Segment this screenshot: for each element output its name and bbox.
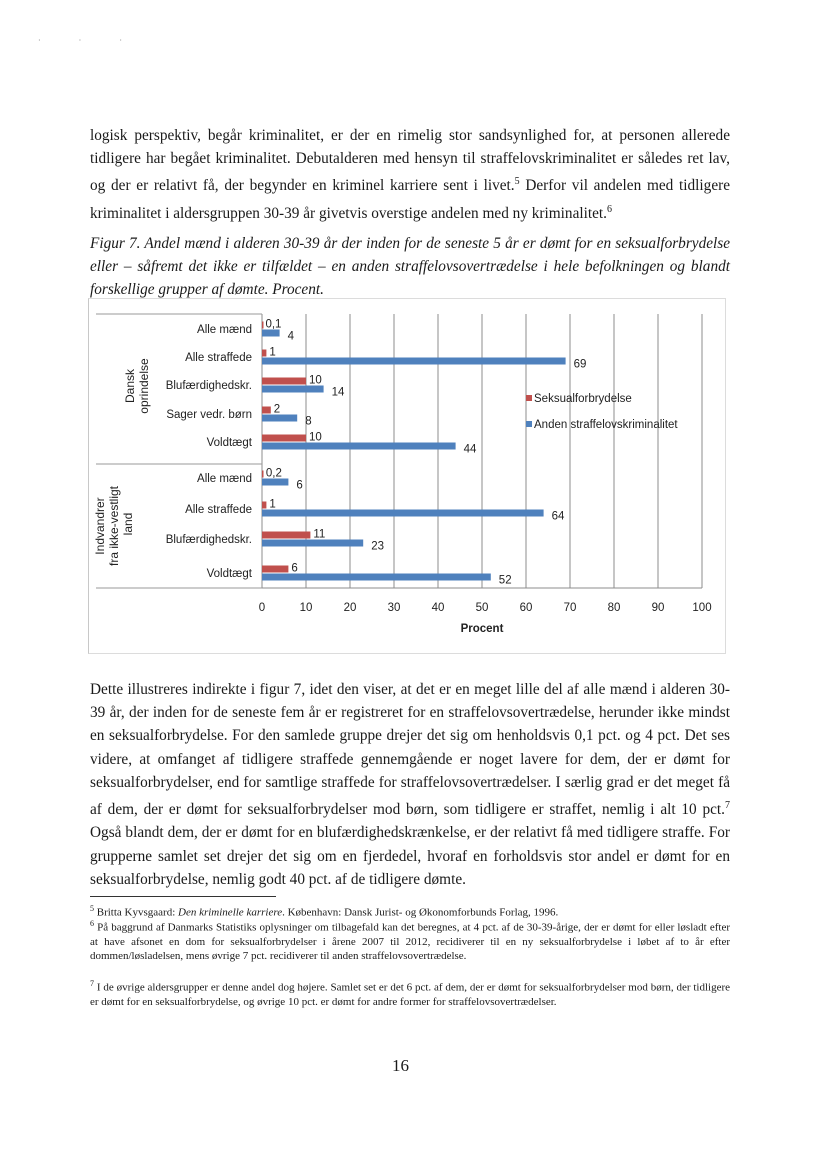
bar-anden-kriminalitet bbox=[262, 386, 324, 393]
category-label: Blufærdighedskr. bbox=[165, 534, 252, 546]
x-tick-label-30: 30 bbox=[387, 602, 401, 614]
bar-anden-kriminalitet bbox=[262, 540, 363, 547]
group-label-2-line1: Indvandrer bbox=[93, 497, 107, 555]
group-label-line1: Dansk bbox=[123, 368, 137, 404]
category-label: Alle straffede bbox=[185, 504, 252, 516]
footnote-6-text: På baggrund af Danmarks Statistiks oplysninger om tilbagefald kan det beregnes, at 4 pct. af de 30-39-årige, der er dømt for eller løsladt efter at have afsonet en dom for seksualforbrydelser i årene 2007 til 2012, recidiverer til en ny seksualforbrydelse i løbet af to år efter dommen/løsladelsen, mens øvrige 7 pct. recidiverer til anden straffelovsovertrædelse. bbox=[90, 921, 731, 963]
footnote-rule bbox=[90, 896, 276, 897]
legend-label-anden-kriminalitet: Anden straffelovskriminalitet bbox=[534, 419, 678, 431]
scan-artifact-dots: · · · bbox=[38, 36, 140, 45]
category-label: Alle mænd bbox=[197, 473, 252, 485]
x-tick-label-80: 80 bbox=[607, 602, 621, 614]
footnote-ref-5[interactable]: 5 bbox=[514, 176, 520, 188]
category-label: Alle mænd bbox=[197, 324, 252, 336]
data-label-seksualforbrydelse: 10 bbox=[309, 374, 322, 387]
bar-anden-kriminalitet bbox=[262, 479, 288, 486]
group-label-2-line3: land bbox=[121, 512, 135, 536]
x-tick-label-70: 70 bbox=[563, 602, 577, 614]
category-label: Voldtægt bbox=[206, 568, 252, 580]
legend-swatch-anden-kriminalitet bbox=[526, 421, 532, 427]
data-label-seksualforbrydelse: 2 bbox=[273, 403, 281, 416]
footnote-7 bbox=[90, 977, 730, 1009]
paragraph-2-text: Dette illustreres indirekte i figur 7, idet den viser, at det er en meget lille del af alle mænd i alderen 30-39 år, der inden for de seneste fem år er registreret for en straffelovsovertrædelse, herunder ikke mindst en seksualforbrydelse. For den samlede gruppe drejer det sig om henholdsvis 0,1 pct. og 4 pct. Det ses videre, at omfanget af tidligere straffede gennemgående er noget lavere for dem, der er dømt for seksualforbrydelser, end for samtlige straffede for straffelovsovertrædelser. I særlig grad er det meget få af dem, der er dømt for seksualforbrydelser mod børn, som tidligere er straffet, nemlig i alt 10 pct. bbox=[90, 681, 730, 819]
footnote-7-number: 7 bbox=[90, 979, 94, 988]
x-tick-label-90: 90 bbox=[651, 602, 665, 614]
footnote-6 bbox=[90, 917, 730, 963]
footnote-5-title: Den kriminelle karriere bbox=[178, 906, 283, 919]
bar-seksualforbrydelse bbox=[262, 502, 266, 509]
paragraph-2-text-b: Også blandt dem, der er dømt for en blufærdighedskrænkelse, er der relativt få med tidligere straffe. For grupperne samlet set drejer det sig om en fjerdedel, hvoraf en forholdsvis stor andel er dømt for en seksualforbrydelse, nemlig godt 40 pct. af de tidligere dømte. bbox=[90, 824, 730, 888]
footnote-5-post: . København: Dansk Jurist- og Økonomforbunds Forlag, 1996. bbox=[282, 906, 559, 919]
data-label-anden-kriminalitet: 52 bbox=[498, 574, 512, 587]
data-label-anden-kriminalitet: 64 bbox=[551, 510, 565, 523]
bar-seksualforbrydelse bbox=[262, 435, 306, 442]
footnote-6-number: 6 bbox=[90, 919, 94, 928]
x-tick-label-40: 40 bbox=[431, 602, 445, 614]
legend-label-seksualforbrydelse: Seksualforbrydelse bbox=[534, 393, 632, 405]
bar-seksualforbrydelse bbox=[262, 322, 264, 329]
footnote-ref-6[interactable]: 6 bbox=[606, 203, 612, 215]
category-label: Alle straffede bbox=[185, 352, 252, 364]
data-label-anden-kriminalitet: 69 bbox=[573, 358, 587, 371]
bar-seksualforbrydelse bbox=[262, 566, 288, 573]
footnote-5-pre: Britta Kyvsgaard: bbox=[96, 906, 179, 919]
data-label-seksualforbrydelse: 0,1 bbox=[265, 318, 282, 331]
footnote-5-number: 5 bbox=[90, 904, 94, 913]
data-label-seksualforbrydelse: 10 bbox=[309, 431, 322, 444]
x-tick-label-20: 20 bbox=[343, 602, 357, 614]
data-label-anden-kriminalitet: 8 bbox=[305, 415, 312, 428]
data-label-seksualforbrydelse: 11 bbox=[313, 528, 326, 541]
bar-seksualforbrydelse bbox=[262, 532, 310, 539]
category-label: Sager vedr. børn bbox=[166, 409, 252, 421]
page-number: 16 bbox=[392, 1056, 409, 1075]
footnote-7-text: I de øvrige aldersgrupper er denne andel dog højere. Samlet set er det 6 pct. af dem, der er dømt for seksualforbrydelser mod børn, der tidligere er dømt for en seksualforbrydelse, og øvrige 10 pct. er dømt for andre former for straffelovsovertrædelser. bbox=[90, 981, 731, 1008]
data-label-anden-kriminalitet: 4 bbox=[287, 330, 295, 343]
data-label-anden-kriminalitet: 14 bbox=[331, 386, 345, 399]
bar-anden-kriminalitet bbox=[262, 415, 297, 422]
paragraph-1-text: logisk perspektiv, begår kriminalitet, er der en rimelig stor sandsynlighed for, at personen allerede tidligere har begået kriminalitet. Debutalderen med hensyn til straffelovskriminalitet er således ret lav, og der er relativt få, der begynder en kriminel karriere sent i livet. bbox=[90, 127, 730, 195]
legend-swatch-seksualforbrydelse bbox=[526, 395, 532, 401]
data-label-seksualforbrydelse: 1 bbox=[269, 346, 276, 359]
bar-anden-kriminalitet bbox=[262, 358, 566, 365]
category-label: Voldtægt bbox=[206, 437, 252, 449]
x-axis-label: Procent bbox=[460, 623, 504, 635]
x-tick-label-100: 100 bbox=[692, 602, 712, 614]
bar-chart bbox=[88, 298, 724, 652]
paragraph-1 bbox=[90, 124, 730, 225]
data-label-seksualforbrydelse: 0,2 bbox=[265, 467, 282, 480]
figure-caption: Figur 7. Andel mænd i alderen 30-39 år der inden for de seneste 5 år er dømt for en seksualforbrydelse eller – såfremt det ikke er tilfældet – en anden straffelovsovertrædelse i hele befolkningen og blandt forskellige grupper af dømte. Procent. bbox=[90, 235, 730, 298]
data-label-seksualforbrydelse: 6 bbox=[291, 562, 298, 575]
bar-seksualforbrydelse bbox=[262, 378, 306, 385]
bar-seksualforbrydelse bbox=[262, 407, 271, 414]
group-label-2-line2: fra ikke-vestligt bbox=[107, 485, 121, 567]
x-tick-label-50: 50 bbox=[475, 602, 489, 614]
x-tick-label-60: 60 bbox=[519, 602, 533, 614]
bar-anden-kriminalitet bbox=[262, 574, 491, 581]
bar-seksualforbrydelse bbox=[262, 471, 264, 478]
paragraph-2 bbox=[90, 678, 730, 891]
bar-anden-kriminalitet bbox=[262, 330, 280, 337]
category-label: Blufærdighedskr. bbox=[165, 380, 252, 392]
x-tick-label-10: 10 bbox=[299, 602, 313, 614]
data-label-seksualforbrydelse: 1 bbox=[269, 498, 276, 511]
footnote-ref-7[interactable]: 7 bbox=[725, 800, 730, 812]
data-label-anden-kriminalitet: 44 bbox=[463, 443, 477, 456]
data-label-anden-kriminalitet: 6 bbox=[296, 479, 303, 492]
data-label-anden-kriminalitet: 23 bbox=[371, 540, 384, 553]
x-tick-label-0: 0 bbox=[258, 602, 266, 614]
bar-anden-kriminalitet bbox=[262, 510, 544, 517]
bar-seksualforbrydelse bbox=[262, 350, 266, 357]
group-label-line2: oprindelse bbox=[137, 358, 151, 414]
bar-anden-kriminalitet bbox=[262, 443, 456, 450]
paragraph-1-text-b: Derfor vil andelen med tidligere kriminalitet i aldersgruppen 30-39 år givetvis overstige andelen med ny kriminalitet. bbox=[90, 177, 730, 222]
